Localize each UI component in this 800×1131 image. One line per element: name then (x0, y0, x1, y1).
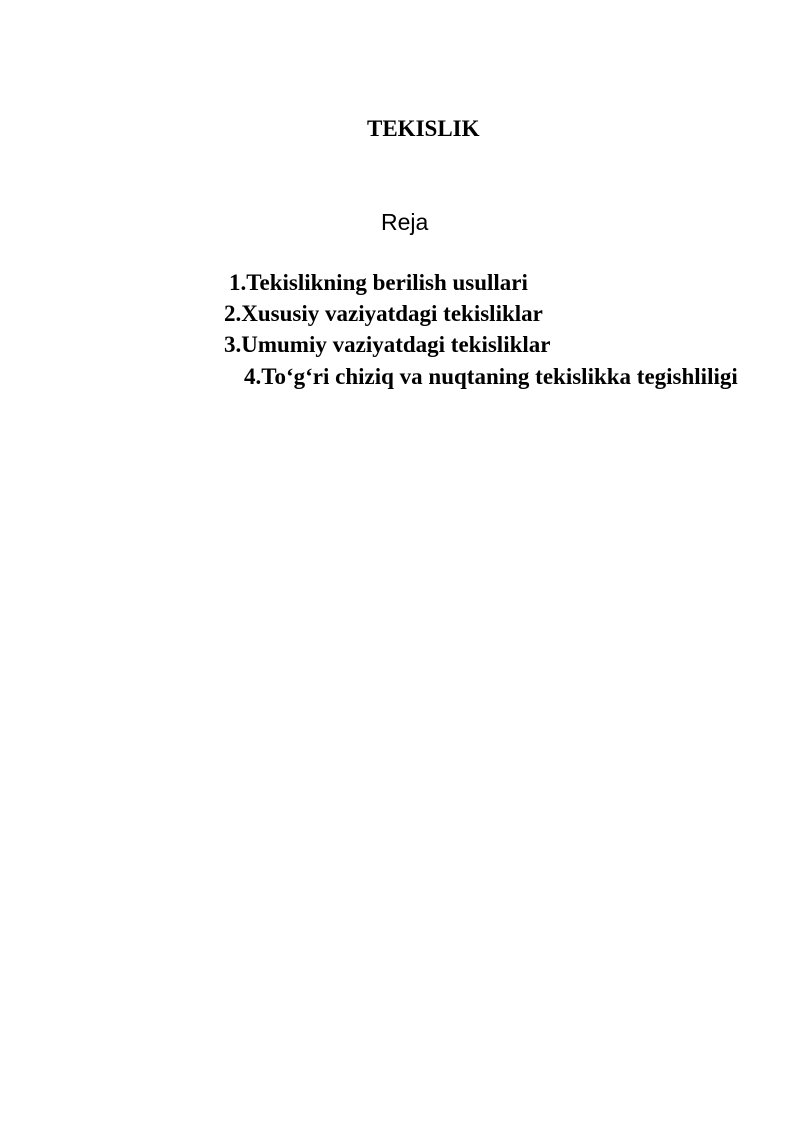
page-title: TEKISLIK (367, 116, 480, 141)
plan-item-2: 2.Xususiy vaziyatdagi tekisliklar (224, 301, 543, 326)
plan-item-3: 3.Umumiy vaziyatdagi tekisliklar (224, 332, 551, 357)
plan-heading: Reja (381, 209, 429, 235)
plan-item-4: 4.To‘g‘ri chiziq va nuqtaning tekislikka tegishliligi (244, 364, 738, 389)
plan-item-1: 1.Tekislikning berilish usullari (229, 270, 528, 295)
